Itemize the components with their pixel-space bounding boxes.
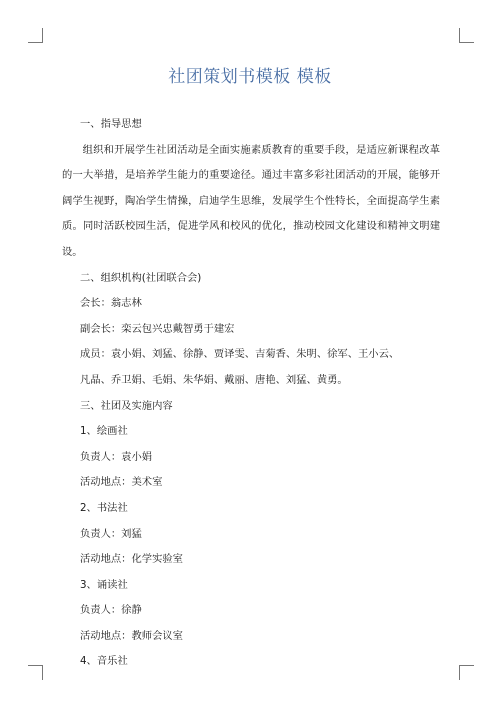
club-location-painting: 活动地点：美术室 — [80, 476, 163, 489]
section-heading-organization: 二、组织机构(社团联合会) — [80, 271, 202, 284]
club-location-recitation: 活动地点：教师会议室 — [80, 629, 183, 642]
club-leader-recitation: 负责人：徐静 — [80, 604, 142, 617]
club-name-music: 4、音乐社 — [80, 655, 128, 668]
document-title: 社团策划书模板 模板 — [168, 67, 332, 87]
president-line: 会长：翁志林 — [80, 297, 142, 310]
members-line-2: 凡晶、乔卫娟、毛娟、朱华娟、戴丽、唐艳、刘猛、黄勇。 — [80, 373, 348, 386]
club-name-recitation: 3、诵读社 — [80, 578, 128, 591]
section-heading-guiding-ideology: 一、指导思想 — [80, 118, 142, 130]
club-name-calligraphy: 2、书法社 — [80, 501, 128, 514]
vice-president-line: 副会长：栾云包兴忠戴智勇于建宏 — [80, 322, 235, 335]
page-corner-mark-top-left — [28, 28, 43, 43]
page-corner-mark-bottom-right — [459, 665, 474, 680]
club-location-calligraphy: 活动地点：化学实验室 — [80, 553, 183, 566]
document-body — [62, 112, 440, 675]
club-name-painting: 1、绘画社 — [80, 425, 128, 438]
club-leader-calligraphy: 负责人：刘猛 — [80, 527, 142, 540]
guiding-ideology-paragraph: 组织和开展学生社团活动是全面实施素质教育的重要手段，是适应新课程改革的一大举措，是培养学生能力的重要途径。通过丰富多彩社团活动的开展，能够开阔学生视野，陶冶学生情操，启迪学生思维，发展学生个性特长，全面提高学生素质。同时活跃校园生活，促进学风和校风的优化，推动校园文化建设和精神文明建设。 — [62, 143, 440, 258]
members-line-1: 成员：袁小娟、刘猛、徐静、贾译雯、吉菊香、朱明、徐军、王小云、 — [80, 348, 400, 361]
club-leader-painting: 负责人：袁小娟 — [80, 450, 153, 463]
page-corner-mark-top-right — [459, 28, 474, 43]
page-corner-mark-bottom-left — [28, 665, 43, 680]
section-heading-clubs: 三、社团及实施内容 — [80, 399, 173, 412]
